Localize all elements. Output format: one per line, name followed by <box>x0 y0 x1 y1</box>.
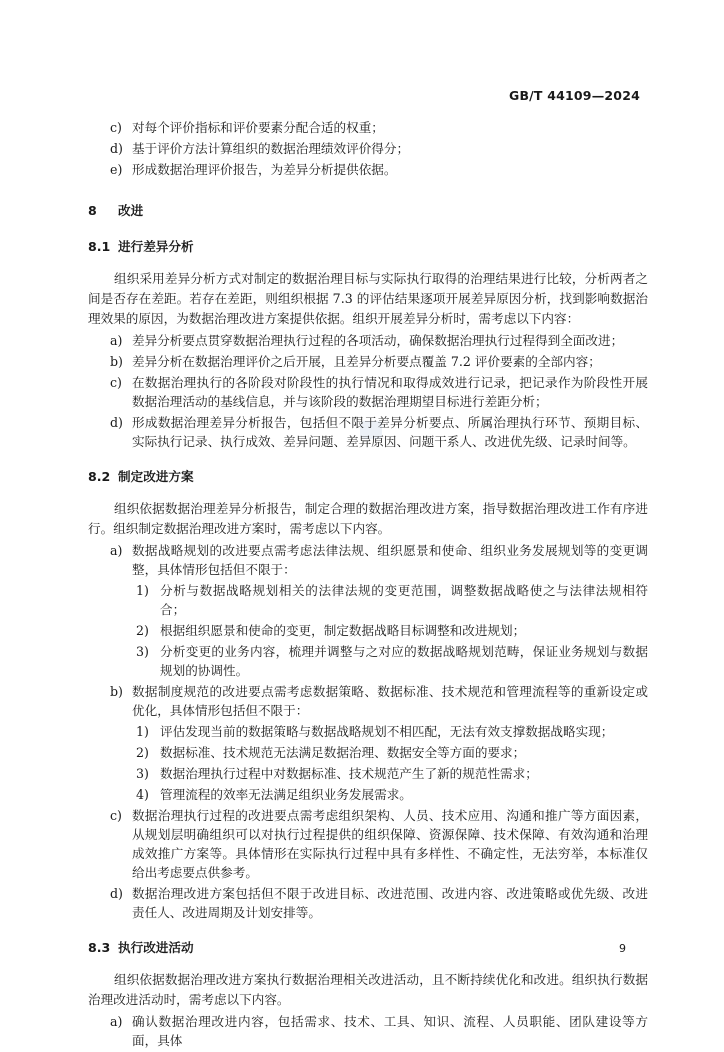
sub-list-marker: 1) <box>136 724 149 739</box>
sub-list-item <box>88 785 648 804</box>
section-number: 8.1 <box>88 239 111 254</box>
section-heading-8-2 <box>88 467 648 487</box>
list-marker: c) <box>110 375 122 390</box>
sub-list-item <box>88 764 648 783</box>
list-item <box>88 118 648 137</box>
list-marker: b) <box>110 354 123 369</box>
list-item <box>88 160 648 179</box>
list-item <box>88 682 648 720</box>
list-item <box>88 541 648 579</box>
paragraph: 组织依据数据治理差异分析报告，制定合理的数据治理改进方案，指导数据治理改进工作有序进行。组织制定数据治理改进方案时，需考虑以下内容。 <box>88 501 648 536</box>
list-marker: d) <box>110 886 123 901</box>
section-number: 8.3 <box>88 940 111 955</box>
list-marker: a) <box>110 333 123 348</box>
sub-list-marker: 3) <box>136 644 149 659</box>
list-text: 确认数据治理改进内容，包括需求、技术、工具、知识、流程、人员职能、团队建设等方面，具体 <box>132 1014 648 1048</box>
sub-list-text: 分析与数据战略规划相关的法律法规的变更范围，调整数据战略使之与法律法规相符合； <box>160 583 648 617</box>
paragraph: 组织依据数据治理改进方案执行数据治理相关改进活动，且不断持续优化和改进。组织执行数据治理改进活动时，需考虑以下内容。 <box>88 972 648 1007</box>
list-item <box>88 373 648 411</box>
section-number: 8 <box>88 203 97 218</box>
list-item <box>88 413 648 451</box>
list-item <box>88 352 648 371</box>
document-body <box>88 118 648 1052</box>
section-heading-8 <box>88 201 648 221</box>
section-number: 8.2 <box>88 469 111 484</box>
list-text: 差异分析要点贯穿数据治理执行过程的各项活动，确保数据治理执行过程得到全面改进； <box>132 333 624 348</box>
page-number: 9 <box>619 942 626 955</box>
standard-code: GB/T 44109—2024 <box>508 88 640 103</box>
list-text: 形成数据治理评价报告，为差异分析提供依据。 <box>132 162 397 177</box>
list-text: 基于评价方法计算组织的数据治理绩效评价得分； <box>132 141 410 156</box>
list-text: 形成数据治理差异分析报告，包括但不限于差异分析要点、所属治理执行环节、预期目标、实际执行记录、执行成效、差异问题、差异原因、问题干系人、改进优先级、记录时间等。 <box>132 415 648 449</box>
sub-list-marker: 4) <box>136 787 149 802</box>
list-item <box>88 806 648 882</box>
section-title: 进行差异分析 <box>118 239 194 254</box>
list-text: 对每个评价指标和评价要素分配合适的权重； <box>132 120 384 135</box>
sub-list-text: 根据组织愿景和使命的变更，制定数据战略目标调整和改进规划； <box>160 623 526 638</box>
sub-list-text: 数据治理执行过程中对数据标准、技术规范产生了新的规范性需求； <box>160 766 538 781</box>
sub-list-marker: 2) <box>136 623 149 638</box>
list-item <box>88 884 648 922</box>
list-marker: d) <box>110 141 123 156</box>
list-marker: b) <box>110 684 123 699</box>
sub-list-marker: 3) <box>136 766 149 781</box>
list-marker: a) <box>110 543 123 558</box>
sub-list-text: 评估发现当前的数据策略与数据战略规划不相匹配，无法有效支撑数据战略实现； <box>160 724 614 739</box>
list-text: 数据治理改进方案包括但不限于改进目标、改进范围、改进内容、改进策略或优先级、改进责任人、改进周期及计划安排等。 <box>132 886 648 920</box>
section-heading-8-1 <box>88 237 648 257</box>
list-marker: e) <box>110 162 123 177</box>
section-title: 制定改进方案 <box>118 469 194 484</box>
list-text: 数据战略规划的改进要点需考虑法律法规、组织愿景和使命、组织业务发展规划等的变更调整，具体情形包括但不限于： <box>132 543 648 577</box>
sub-list-marker: 2) <box>136 745 149 760</box>
list-marker: d) <box>110 415 123 430</box>
section-title: 改进 <box>118 203 144 218</box>
sub-list-item <box>88 722 648 741</box>
sub-list-text: 分析变更的业务内容，梳理并调整与之对应的数据战略规划范畴，保证业务规划与数据规划的协调性。 <box>160 644 648 678</box>
paragraph: 组织采用差异分析方式对制定的数据治理目标与实际执行取得的治理结果进行比较，分析两者之间是否存在差距。若存在差距，则组织根据 7.3 的评估结果逐项开展差异原因分析，找到影响数据治理效果的原因，为数据治理改进方案提供依据。组织开展差异分析时，需考虑以下内容： <box>88 271 648 326</box>
sub-list-text: 管理流程的效率无法满足组织业务发展需求。 <box>160 787 412 802</box>
section-title: 执行改进活动 <box>118 940 194 955</box>
sub-list-item <box>88 743 648 762</box>
sub-list-item <box>88 621 648 640</box>
list-marker: c) <box>110 120 122 135</box>
list-text: 在数据治理执行的各阶段对阶段性的执行情况和取得成效进行记录，把记录作为阶段性开展数据治理活动的基线信息，并与该阶段的数据治理期望目标进行差距分析； <box>132 375 648 409</box>
list-marker: a) <box>110 1014 123 1029</box>
sub-list-marker: 1) <box>136 583 149 598</box>
list-text: 数据制度规范的改进要点需考虑数据策略、数据标准、技术规范和管理流程等的重新设定或优化，具体情形包括但不限于： <box>132 684 648 718</box>
list-text: 差异分析在数据治理评价之后开展，且差异分析要点覆盖 7.2 评价要素的全部内容； <box>132 354 601 369</box>
sub-list-item <box>88 642 648 680</box>
list-item <box>88 139 648 158</box>
section-heading-8-3 <box>88 938 648 958</box>
sub-list-text: 数据标准、技术规范无法满足数据治理、数据安全等方面的要求； <box>160 745 526 760</box>
list-text: 数据治理执行过程的改进要点需考虑组织架构、人员、技术应用、沟通和推广等方面因素，从规划层明确组织可以对执行过程提供的组织保障、资源保障、技术保障、有效沟通和治理成效推广方案等。具体情形在实际执行过程中具有多样性、不确定性，无法穷举，本标准仅给出考虑要点供参考。 <box>132 808 648 880</box>
sub-list-item <box>88 581 648 619</box>
list-item <box>88 331 648 350</box>
list-item <box>88 1012 648 1050</box>
list-marker: c) <box>110 808 122 823</box>
